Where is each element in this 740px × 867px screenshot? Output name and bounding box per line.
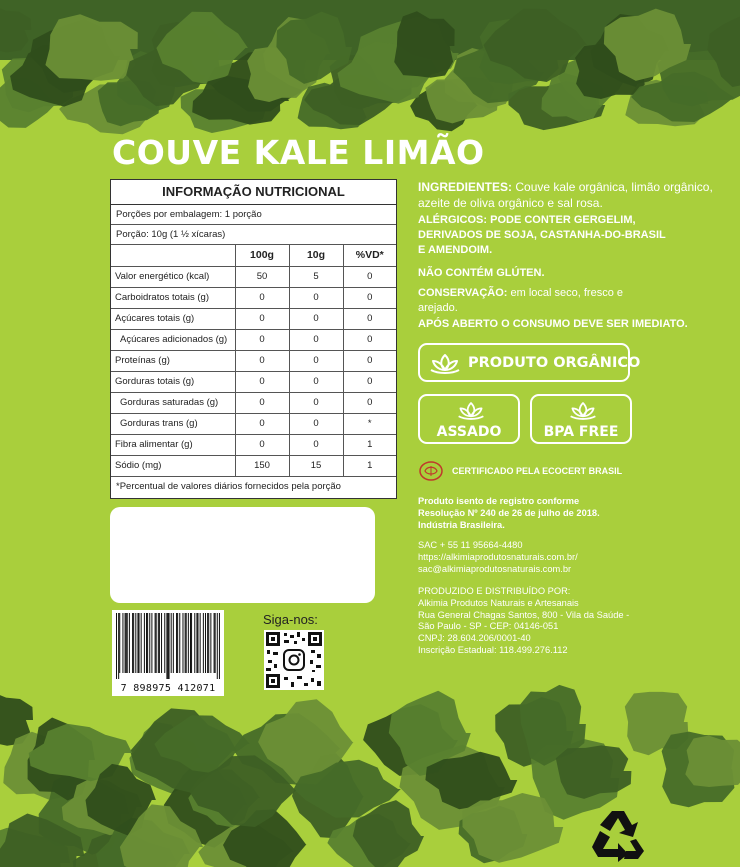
nutrition-header-row (111, 245, 396, 266)
nutrition-row (111, 266, 396, 287)
nutrition-row (111, 434, 396, 455)
ingredients (418, 179, 718, 211)
value-100g: 50 (235, 266, 289, 287)
allergens-line: DERIVADOS DE SOJA, CASTANHA-DO-BRASIL (418, 229, 666, 241)
value-10g: 5 (289, 266, 343, 287)
value-10g: 0 (289, 392, 343, 413)
value-vd: 1 (343, 455, 396, 476)
value-vd: 1 (343, 434, 396, 455)
nutrition-row (111, 350, 396, 371)
nutrient-label: Gorduras trans (g) (111, 413, 235, 434)
nutrition-row (111, 329, 396, 350)
nutrient-label: Carboidratos totais (g) (111, 287, 235, 308)
contact-info (418, 540, 578, 575)
conservation-label: CONSERVAÇÃO: (418, 287, 508, 299)
producer-line: São Paulo - SP - CEP: 04146-051 (418, 621, 559, 632)
baked-badge-label: ASSADO (436, 424, 502, 440)
value-100g: 0 (235, 434, 289, 455)
value-vd: * (343, 413, 396, 434)
organic-badge (418, 343, 641, 382)
value-10g: 0 (289, 371, 343, 392)
instagram-icon (284, 650, 304, 670)
exemption-line: Indústria Brasileira. (418, 519, 505, 530)
registration-exemption (418, 496, 600, 531)
follow-label: Siga-nos: (263, 612, 318, 627)
bpa-free-badge-label: BPA FREE (543, 424, 619, 440)
value-vd: 0 (343, 392, 396, 413)
producer-line: Inscrição Estadual: 118.499.276.112 (418, 644, 568, 655)
nutrient-label: Açúcares adicionados (g) (111, 329, 235, 350)
allergens-line: ALÉRGICOS: PODE CONTER GERGELIM, (418, 214, 636, 226)
nutrient-label: Sódio (mg) (111, 455, 235, 476)
value-vd: 0 (343, 329, 396, 350)
ecocert-icon (418, 460, 444, 482)
producer-info (418, 586, 629, 657)
nutrient-label: Valor energético (kcal) (111, 266, 235, 287)
value-10g: 0 (289, 413, 343, 434)
nutrition-heading: INFORMAÇÃO NUTRICIONAL (111, 180, 396, 205)
value-10g: 0 (289, 308, 343, 329)
recycle-icon (588, 807, 648, 863)
exemption-line: Resolução Nº 240 de 26 de julho de 2018. (418, 507, 600, 518)
product-title: COUVE KALE LIMÃO (112, 133, 485, 172)
after-open-notice: APÓS ABERTO O CONSUMO DEVE SER IMEDIATO. (418, 318, 688, 330)
value-vd: 0 (343, 287, 396, 308)
nutrition-row (111, 371, 396, 392)
value-100g: 0 (235, 371, 289, 392)
value-100g: 0 (235, 350, 289, 371)
value-10g: 0 (289, 350, 343, 371)
col-header-100g: 100g (235, 245, 289, 266)
nutrition-row (111, 308, 396, 329)
organic-badge-label: PRODUTO ORGÂNICO (468, 355, 641, 371)
value-10g: 15 (289, 455, 343, 476)
exemption-line: Produto isento de registro conforme (418, 496, 580, 506)
nutrition-row (111, 413, 396, 434)
recycle-code: 7 (614, 831, 622, 846)
nutrition-row (111, 392, 396, 413)
value-10g: 0 (289, 329, 343, 350)
email-link[interactable]: sac@alkimiaprodutosnaturais.com.br (418, 563, 572, 574)
conservation-text-2: arejado. (418, 302, 458, 314)
nutrient-label: Proteínas (g) (111, 350, 235, 371)
sac-phone: SAC + 55 11 95664-4480 (418, 540, 523, 550)
producer-line: Rua General Chagas Santos, 800 - Vila da Saúde - (418, 609, 630, 620)
servings-per-package: Porções por embalagem: 1 porção (111, 205, 396, 225)
nutrient-label: Gorduras totais (g) (111, 371, 235, 392)
col-header-10g: 10g (289, 245, 343, 266)
bpa-free-badge (530, 394, 632, 444)
lotus-icon (428, 353, 462, 375)
producer-line: Alkimia Produtos Naturais e Artesanais (418, 597, 579, 608)
nutrition-row (111, 455, 396, 476)
value-100g: 0 (235, 413, 289, 434)
allergens (418, 213, 718, 258)
certified-label: CERTIFICADO PELA ECOCERT BRASIL (452, 466, 623, 476)
lotus-icon (568, 400, 598, 422)
value-vd: 0 (343, 308, 396, 329)
producer-line: PRODUZIDO E DISTRIBUÍDO POR: (418, 586, 571, 596)
value-vd: 0 (343, 350, 396, 371)
lot-expiry-box (110, 507, 375, 603)
barcode-number: 7 898975 412071 (120, 683, 216, 694)
ingredients-text: Couve kale orgânica, limão orgânico, azeite de oliva orgânico e sal rosa. (418, 180, 713, 210)
value-10g: 0 (289, 287, 343, 308)
nutrient-label: Fibra alimentar (g) (111, 434, 235, 455)
col-header-label (111, 245, 235, 266)
ingredients-label: INGREDIENTES: (418, 180, 513, 194)
lotus-icon (456, 400, 486, 422)
col-header-vd: %VD* (343, 245, 396, 266)
nutrient-label: Açúcares totais (g) (111, 308, 235, 329)
producer-line: CNPJ: 28.604.206/0001-40 (418, 633, 531, 644)
qr-code[interactable] (264, 630, 324, 690)
value-100g: 0 (235, 392, 289, 413)
value-vd: 0 (343, 266, 396, 287)
value-vd: 0 (343, 371, 396, 392)
conservation-text: em local seco, fresco e (510, 287, 623, 299)
value-100g: 0 (235, 287, 289, 308)
nutrition-footnote: *Percentual de valores diários fornecidos pela porção (116, 480, 341, 492)
value-100g: 0 (235, 329, 289, 350)
allergens-line: E AMENDOIM. (418, 244, 493, 256)
conservation (418, 286, 718, 316)
value-100g: 0 (235, 308, 289, 329)
barcode (112, 610, 224, 696)
value-10g: 0 (289, 434, 343, 455)
nutrition-table (110, 179, 397, 499)
nutrient-label: Gorduras saturadas (g) (111, 392, 235, 413)
nutrition-grid (111, 245, 396, 477)
baked-badge (418, 394, 520, 444)
serving-size: Porção: 10g (1 ½ xícaras) (111, 225, 396, 245)
website-link[interactable]: https://alkimiaprodutosnaturais.com.br/ (418, 551, 578, 562)
gluten-free-notice: NÃO CONTÉM GLÚTEN. (418, 267, 545, 279)
value-100g: 150 (235, 455, 289, 476)
nutrition-row (111, 287, 396, 308)
barcode-bars (116, 613, 220, 679)
